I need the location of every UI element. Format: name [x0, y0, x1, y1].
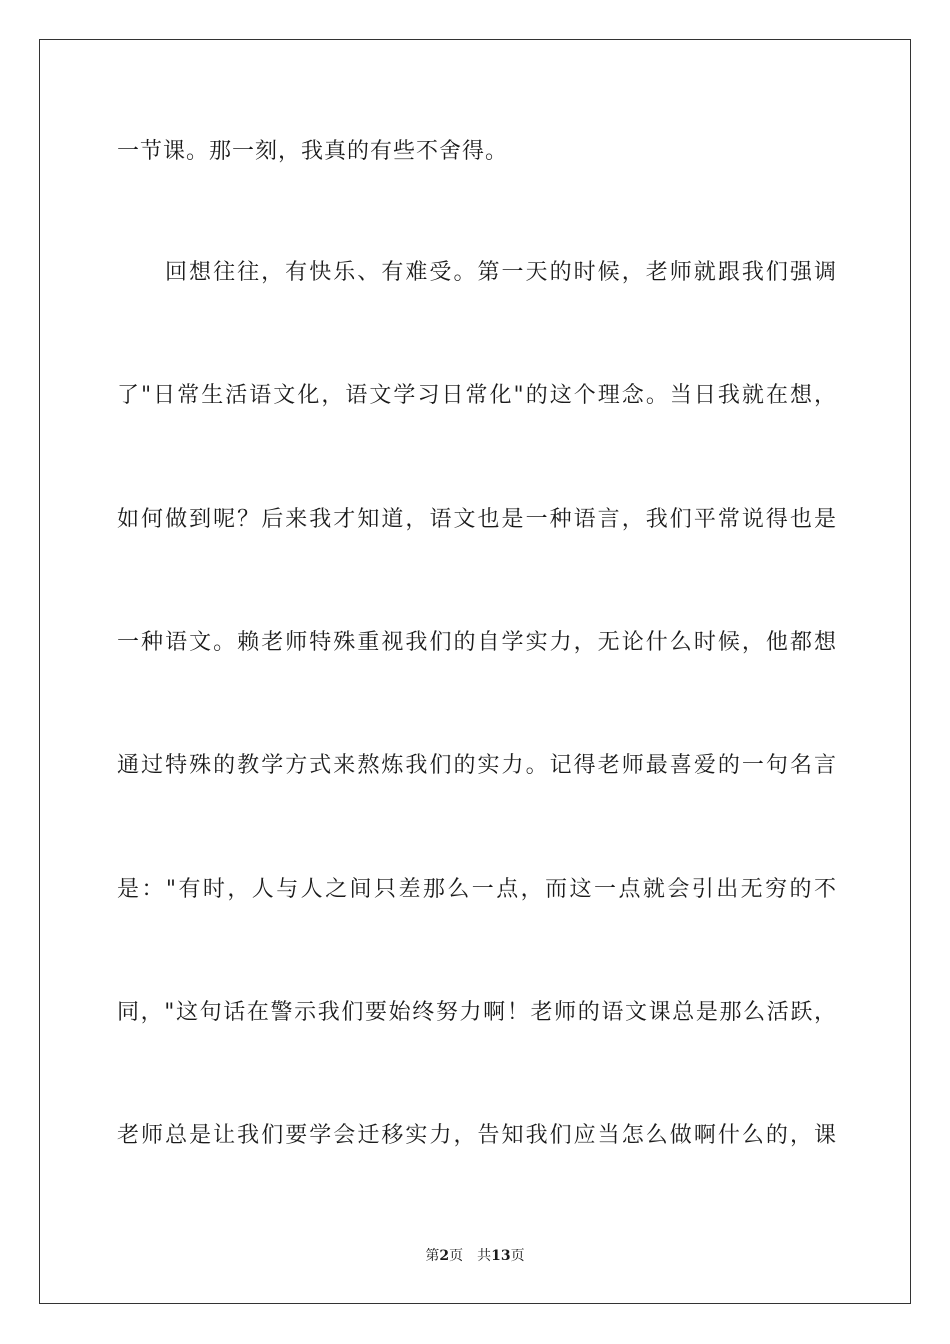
- footer-total-pages: 13: [491, 1248, 511, 1264]
- footer-page-suffix: 页: [449, 1248, 464, 1264]
- body-text-line-indented: 回想往往，有快乐、有难受。第一天的时候，老师就跟我们强调: [165, 260, 837, 285]
- body-text-line: 如何做到呢？后来我才知道，语文也是一种语言，我们平常说得也是: [117, 507, 837, 532]
- body-text-line: 老师总是让我们要学会迁移实力，告知我们应当怎么做啊什么的，课: [117, 1123, 837, 1148]
- body-text-line: 同，"这句话在警示我们要始终努力啊！老师的语文课总是那么活跃，: [117, 1000, 837, 1025]
- body-text-line: 是："有时，人与人之间只差那么一点，而这一点就会引出无穷的不: [117, 877, 837, 902]
- footer-page-number: 2: [439, 1248, 450, 1264]
- page-footer: [0, 1246, 950, 1266]
- body-text-line: 了"日常生活语文化，语文学习日常化"的这个理念。当日我就在想，: [117, 383, 837, 408]
- body-text-line: 通过特殊的教学方式来熬炼我们的实力。记得老师最喜爱的一句名言: [117, 753, 837, 778]
- footer-total-prefix: 共: [477, 1248, 492, 1264]
- body-text-line: 一种语文。赖老师特殊重视我们的自学实力，无论什么时候，他都想: [117, 630, 837, 655]
- body-text-line: 一节课。那一刻，我真的有些不舍得。: [117, 139, 509, 164]
- page-border: [39, 39, 911, 1304]
- footer-page-prefix: 第: [425, 1248, 440, 1264]
- footer-total-suffix: 页: [510, 1248, 525, 1264]
